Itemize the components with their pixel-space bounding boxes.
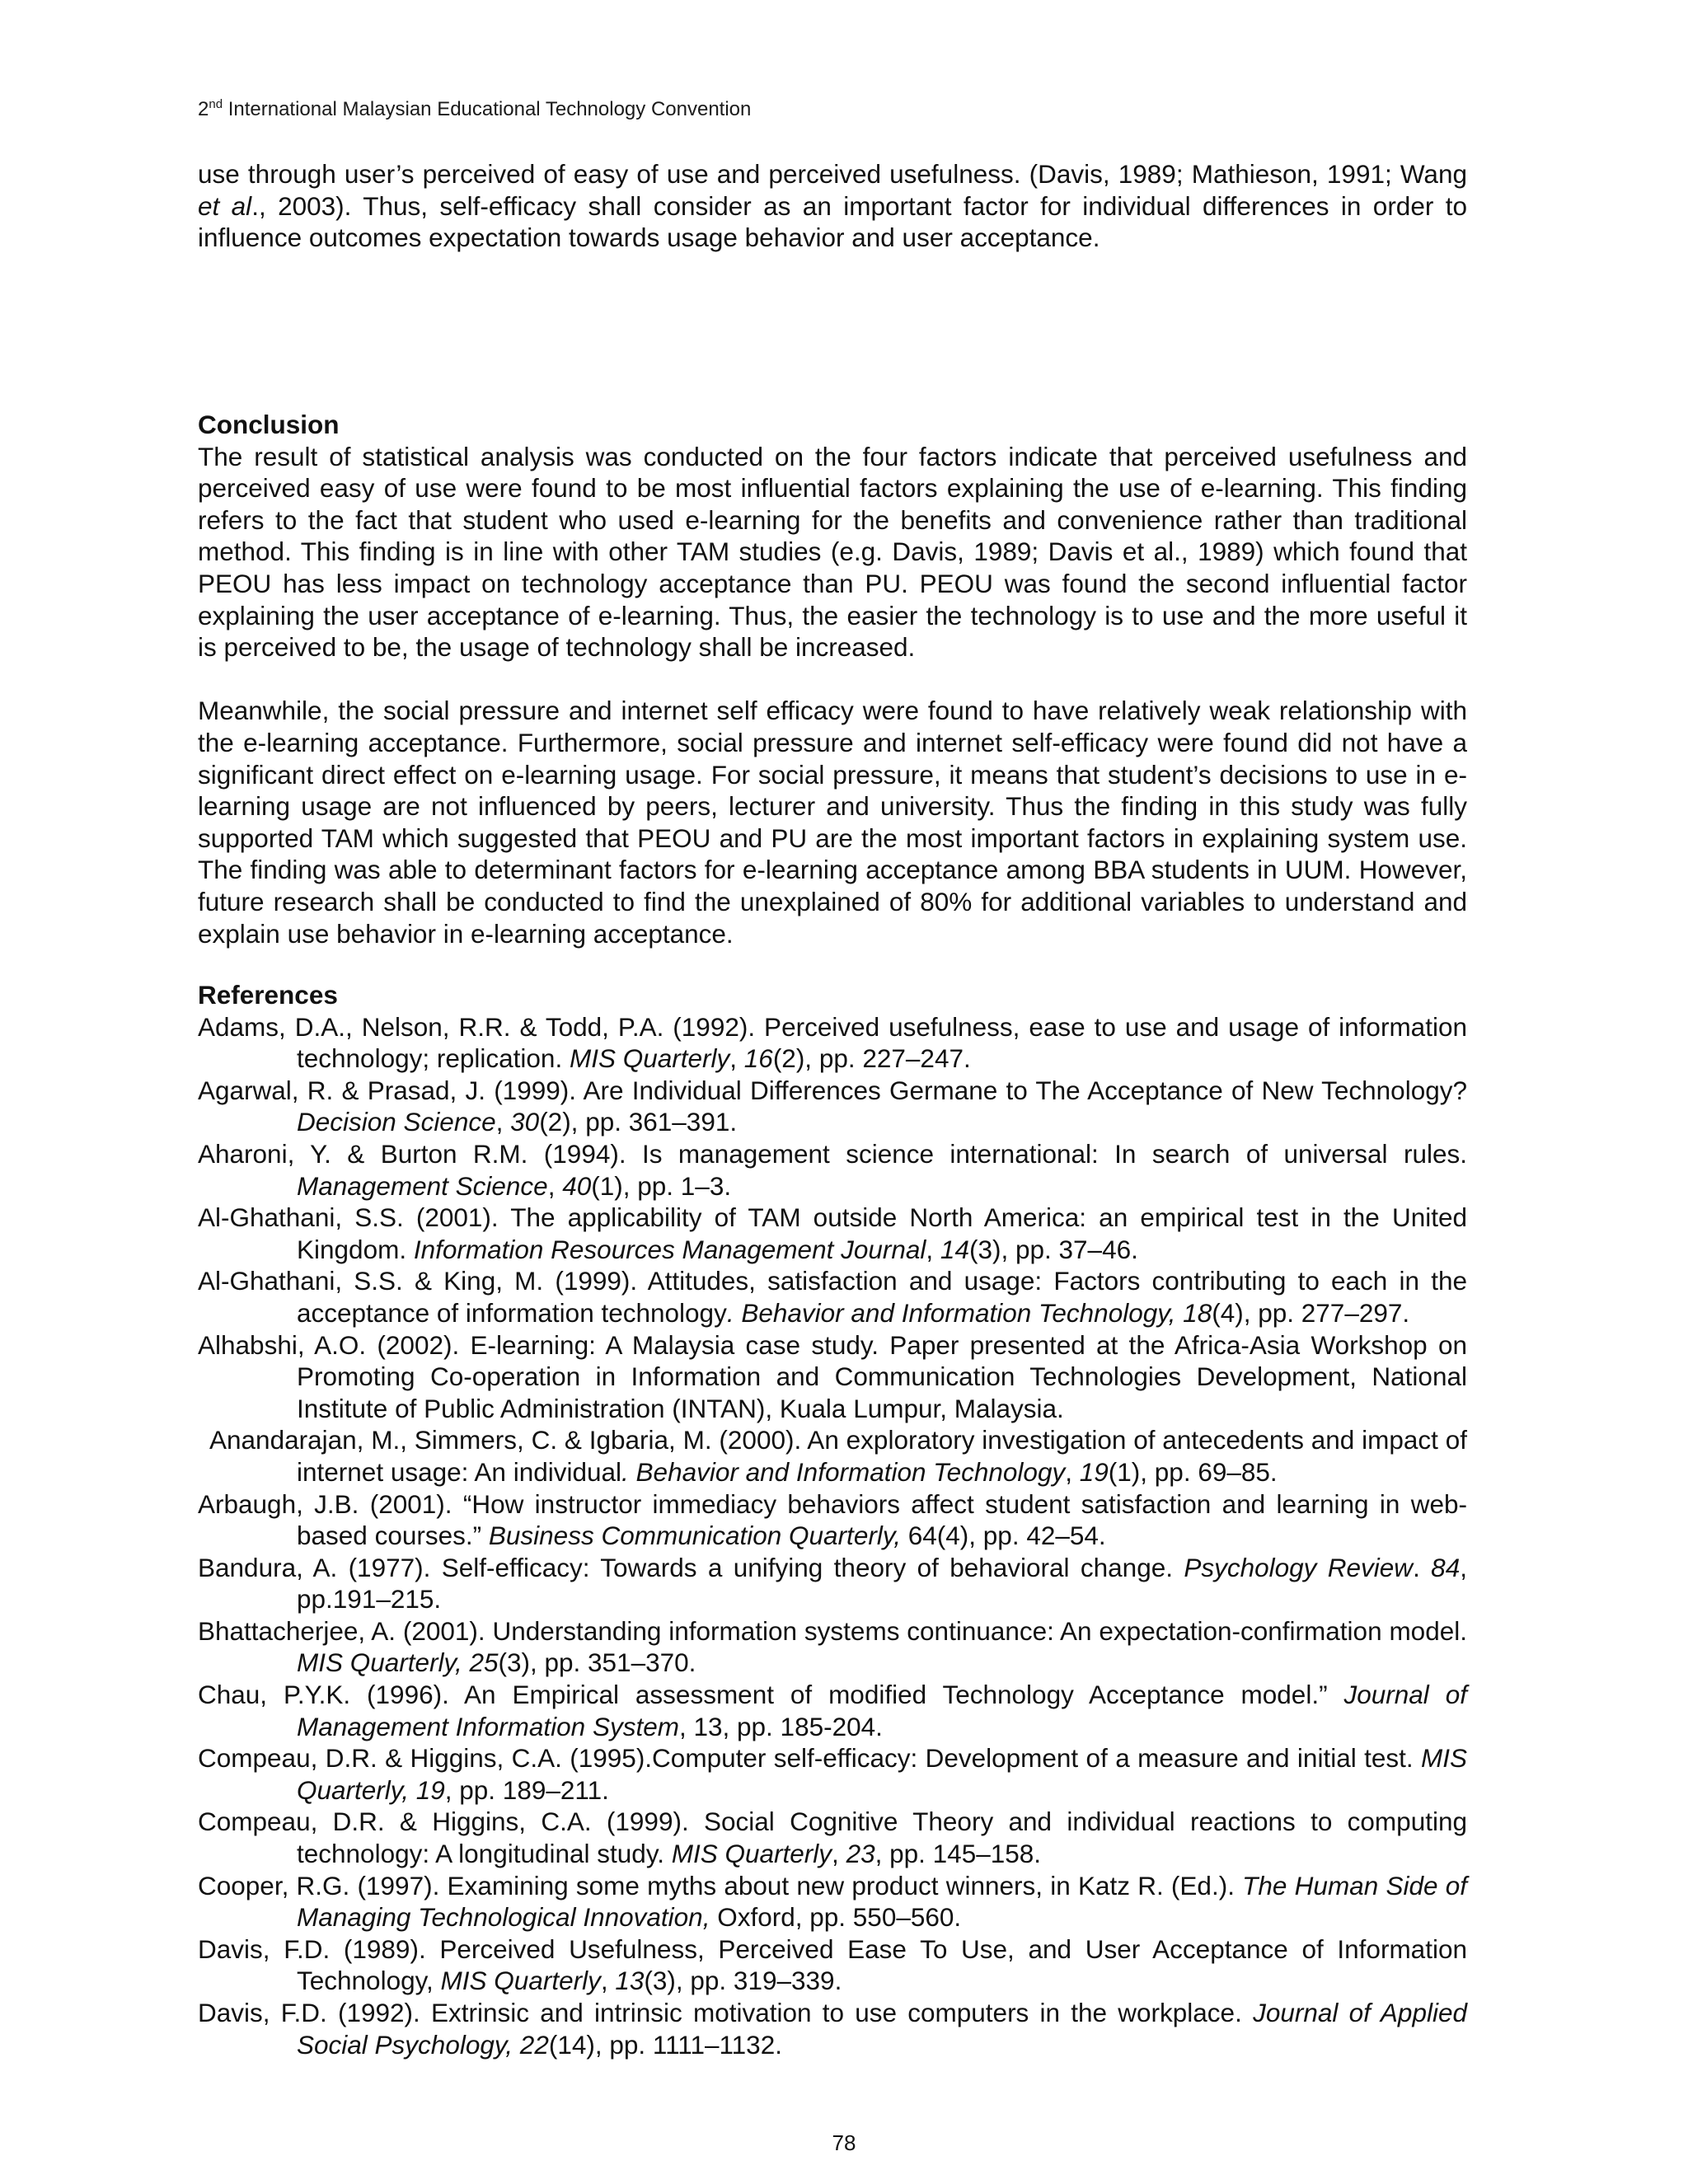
ref-pages: (4), pp. 277–297. bbox=[1212, 1297, 1410, 1328]
intro-italic-1: et al bbox=[198, 190, 252, 221]
ref-text: Al-Ghathani, S.S. & King, M. (1999). Attitudes, satisfaction and usage: Factors contributing to each in the acceptance of information technology bbox=[198, 1266, 1467, 1328]
ref-text: Compeau, D.R. & Higgins, C.A. (1995).Computer self-efficacy: Development of a measure and initial test. bbox=[198, 1743, 1421, 1774]
reference-entry bbox=[198, 1870, 1467, 1933]
intro-text-2: ., 2003). Thus, self-efficacy shall consider as an important factor for individual differences in order to influence outcomes expectation towards usage behavior and user acceptance. bbox=[198, 190, 1467, 253]
ref-volume: 16 bbox=[743, 1043, 773, 1074]
ref-volume: 14 bbox=[940, 1234, 969, 1264]
ref-volume: 30 bbox=[510, 1107, 540, 1137]
reference-entry bbox=[198, 1329, 1467, 1425]
ref-journal: MIS Quarterly, 25 bbox=[297, 1647, 499, 1678]
ref-text: Alhabshi, A.O. (2002). E-learning: A Malaysia case study. Paper presented at the Africa-Asia Workshop on Promoting Co-operation in Information and Communication Technologies Development, National Institute of Public Administration (INTAN), Kuala Lumpur, Malaysia. bbox=[198, 1329, 1467, 1423]
ref-journal: Journal of Management Information System bbox=[297, 1680, 1467, 1741]
ref-sep: , bbox=[729, 1043, 744, 1074]
reference-entry bbox=[198, 1138, 1467, 1202]
ref-volume: 23 bbox=[846, 1839, 875, 1869]
ref-pages: (3), pp. 351–370. bbox=[498, 1647, 696, 1678]
ref-text: Davis, F.D. (1989). Perceived Usefulness, Perceived Ease To Use, and User Acceptance of Information Technology, bbox=[198, 1933, 1467, 1996]
ref-volume: 84 bbox=[1431, 1552, 1461, 1582]
ref-pages: (14), pp. 1111–1132. bbox=[548, 2029, 782, 2060]
ref-text: Chau, P.Y.K. (1996). An Empirical assessment of modified Technology Acceptance model.” bbox=[198, 1680, 1344, 1710]
ref-sep: , bbox=[495, 1107, 511, 1137]
ref-journal: MIS Quarterly bbox=[569, 1043, 730, 1074]
ref-pages: (2), pp. 227–247. bbox=[772, 1043, 971, 1074]
ref-journal: The Human Side of Managing Technological Innovation, bbox=[297, 1870, 1467, 1933]
references-heading: References bbox=[198, 980, 338, 1010]
conclusion-section bbox=[198, 409, 1467, 949]
reference-entry bbox=[198, 1552, 1467, 1615]
ref-pages: (1), pp. 1–3. bbox=[591, 1170, 732, 1201]
ref-text: Adams, D.A., Nelson, R.R. & Todd, P.A. (1992). Perceived usefulness, ease to use and usage of information technology; replication. bbox=[198, 1011, 1467, 1074]
reference-entry bbox=[198, 1202, 1467, 1265]
ref-sep: , bbox=[1065, 1456, 1080, 1487]
header-title: International Malaysian Educational Technology Convention bbox=[223, 98, 752, 120]
ref-sep: , bbox=[547, 1170, 563, 1201]
ref-text: Davis, F.D. (1992). Extrinsic and intrinsic motivation to use computers in the workplace. bbox=[198, 1998, 1254, 2027]
reference-entry bbox=[198, 1615, 1467, 1679]
reference-entry bbox=[198, 1997, 1467, 2060]
reference-entry bbox=[198, 1933, 1467, 1997]
reference-entry bbox=[198, 1488, 1467, 1552]
ref-text: Aharoni, Y. & Burton R.M. (1994). Is management science international: In search of universal rules. bbox=[198, 1138, 1467, 1169]
ref-text: Al-Ghathani, S.S. (2001). The applicability of TAM outside North America: an empirical test in the United Kingdom. bbox=[198, 1202, 1467, 1264]
ref-sep: 64(4), pp. 42–54. bbox=[900, 1521, 1106, 1551]
ref-volume: 40 bbox=[562, 1170, 592, 1201]
ref-text: Agarwal, R. & Prasad, J. (1999). Are Individual Differences Germane to The Acceptance of New Technology? bbox=[198, 1075, 1467, 1105]
ref-text: Arbaugh, J.B. (2001). “How instructor immediacy behaviors affect student satisfaction and learning in web-based courses.” bbox=[198, 1488, 1467, 1551]
intro-text-1: use through user’s perceived of easy of use and perceived usefulness. (Davis, 1989; Mathieson, 1991; Wang bbox=[198, 159, 1467, 189]
ref-pages: (3), pp. 37–46. bbox=[968, 1234, 1138, 1264]
ref-journal: Psychology Review bbox=[1184, 1552, 1414, 1582]
header-ordinal-suffix: nd bbox=[209, 97, 223, 111]
ref-pages: , pp. 145–158. bbox=[874, 1839, 1042, 1869]
ref-sep: , bbox=[832, 1839, 846, 1869]
conclusion-heading: Conclusion bbox=[198, 410, 340, 439]
ref-journal: . Behavior and Information Technology, 18 bbox=[726, 1297, 1212, 1328]
ref-pages: (1), pp. 69–85. bbox=[1108, 1456, 1278, 1487]
ref-sep: . bbox=[1413, 1552, 1432, 1582]
ref-journal: MIS Quarterly, 19 bbox=[297, 1743, 1467, 1805]
reference-entry bbox=[198, 1742, 1467, 1806]
reference-entry bbox=[198, 1679, 1467, 1742]
ref-journal: Decision Science bbox=[297, 1107, 496, 1137]
ref-journal: Management Science bbox=[297, 1170, 548, 1201]
ref-volume: 13 bbox=[615, 1966, 645, 1996]
ref-pages: , pp.191–215. bbox=[297, 1552, 1467, 1615]
ref-sep: , bbox=[600, 1966, 616, 1996]
reference-entry bbox=[198, 1075, 1467, 1138]
ref-text: Compeau, D.R. & Higgins, C.A. (1999). Social Cognitive Theory and individual reactions to computing technology: A longitudinal study. bbox=[198, 1807, 1467, 1869]
reference-entry bbox=[209, 1424, 1467, 1488]
ref-journal: Information Resources Management Journal bbox=[413, 1234, 926, 1264]
ref-text: Anandarajan, M., Simmers, C. & Igbaria, M. (2000). An exploratory investigation of antecedents and impact of internet usage: An individual bbox=[209, 1425, 1467, 1487]
header-ordinal: 2 bbox=[198, 98, 209, 120]
conclusion-paragraph-2: Meanwhile, the social pressure and internet self efficacy were found to have relatively weak relationship with the e-learning acceptance. Furthermore, social pressure and internet self-efficacy were found did not have a significant direct effect on e-learning usage. For social pressure, it means that student’s decisions to use in e-learning usage are not influenced by peers, lecturer and university. Thus the finding in this study was fully supported TAM which suggested that PEOU and PU are the most important factors in explaining system use. The finding was able to determinant factors for e-learning acceptance among BBA students in UUM. However, future research shall be conducted to find the unexplained of 80% for additional variables to understand and explain use behavior in e-learning acceptance. bbox=[198, 696, 1467, 949]
references-section bbox=[198, 979, 1467, 2060]
ref-sep: , 13, pp. 185-204. bbox=[678, 1711, 883, 1741]
conclusion-paragraph-1: The result of statistical analysis was conducted on the four factors indicate that perceived usefulness and perceived easy of use were found to be most influential factors explaining the use of e-learning. This finding refers to the fact that student who used e-learning for the benefits and convenience rather than traditional method. This finding is in line with other TAM studies (e.g. Davis, 1989; Davis et al., 1989) which found that PEOU has less impact on technology acceptance than PU. PEOU was found the second influential factor explaining the user acceptance of e-learning. Thus, the easier the technology is to use and the more useful it is perceived to be, the usage of technology shall be increased. bbox=[198, 441, 1467, 663]
ref-journal: MIS Quarterly bbox=[440, 1966, 601, 1996]
ref-text: Cooper, R.G. (1997). Examining some myths about new product winners, in Katz R. (Ed.). bbox=[198, 1870, 1243, 1900]
ref-journal: . Behavior and Information Technology bbox=[621, 1456, 1066, 1487]
ref-sep: , bbox=[926, 1234, 940, 1264]
ref-text: Bhattacherjee, A. (2001). Understanding information systems continuance: An expectation-confirmation model. bbox=[198, 1615, 1467, 1646]
ref-sep: , pp. 189–211. bbox=[444, 1774, 609, 1805]
ref-sep: Oxford, pp. 550–560. bbox=[710, 1902, 962, 1933]
ref-journal: Journal of Applied Social Psychology, 22 bbox=[297, 1998, 1467, 2060]
intro-paragraph bbox=[198, 158, 1467, 254]
ref-journal: MIS Quarterly bbox=[671, 1839, 832, 1869]
reference-entry bbox=[198, 1806, 1467, 1869]
ref-pages: (2), pp. 361–391. bbox=[539, 1107, 738, 1137]
reference-entry bbox=[198, 1011, 1467, 1075]
page-number: 78 bbox=[832, 2130, 856, 2155]
ref-text: Bandura, A. (1977). Self-efficacy: Towards a unifying theory of behavioral change. bbox=[198, 1552, 1184, 1582]
reference-entry bbox=[198, 1265, 1467, 1329]
ref-volume: 19 bbox=[1079, 1456, 1109, 1487]
ref-pages: (3), pp. 319–339. bbox=[644, 1966, 842, 1996]
ref-journal: Business Communication Quarterly, bbox=[488, 1521, 901, 1551]
running-header bbox=[198, 97, 751, 122]
